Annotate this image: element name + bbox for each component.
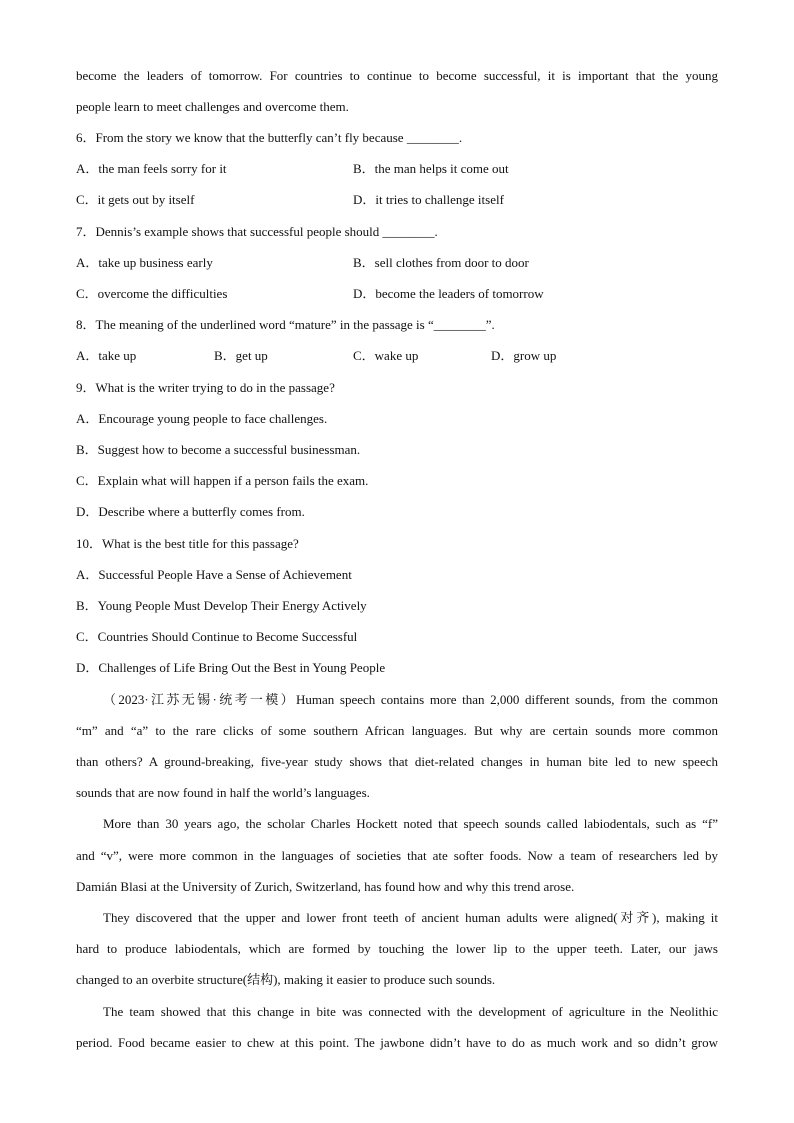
passage2-line: sounds that are now found in half the world’s languages. — [76, 785, 370, 800]
passage2-line: “m” and “a” to the rare clicks of some southern African languages. But why are certain sounds more common — [76, 723, 718, 738]
passage2-line: They discovered that the upper and lower front teeth of ancient human adults were aligned(对齐), making it — [103, 910, 718, 925]
question-9-stem: 9．What is the writer trying to do in the passage? — [76, 380, 335, 395]
question-6-option-d: D．it tries to challenge itself — [353, 192, 504, 207]
question-9-option-b: B．Suggest how to become a successful businessman. — [76, 442, 361, 457]
question-6-option-c: C．it gets out by itself — [76, 192, 195, 207]
passage2-line: hard to produce labiodentals, which are formed by touching the lower lip to the upper teeth. Later, our jaws — [76, 941, 718, 956]
question-10-option-a: A．Successful People Have a Sense of Achievement — [76, 567, 352, 582]
question-8-option-d: D．grow up — [491, 348, 557, 363]
question-7-option-c: C．overcome the difficulties — [76, 286, 228, 301]
question-6-option-b: B．the man helps it come out — [353, 161, 509, 176]
passage-text-line: people learn to meet challenges and overcome them. — [76, 99, 349, 114]
passage2-line: and “v”, were more common in the languages of societies that ate softer foods. Now a team of researchers led by — [76, 848, 718, 863]
passage2-line: than others? A ground-breaking, five-year study shows that diet-related changes in human bite led to new speech — [76, 754, 718, 769]
question-6-stem: 6．From the story we know that the butterfly can’t fly because ________. — [76, 130, 463, 145]
question-8-option-a: A．take up — [76, 348, 137, 363]
passage2-line: Damián Blasi at the University of Zurich, Switzerland, has found how and why this trend arose. — [76, 879, 575, 894]
question-7-option-b: B．sell clothes from door to door — [353, 255, 529, 270]
passage2-line: More than 30 years ago, the scholar Charles Hockett noted that speech sounds called labiodentals, such as “f” — [103, 816, 718, 831]
question-7-option-d: D．become the leaders of tomorrow — [353, 286, 544, 301]
question-9-option-a: A．Encourage young people to face challenges. — [76, 411, 328, 426]
question-8-stem: 8．The meaning of the underlined word “mature” in the passage is “________”. — [76, 317, 495, 332]
question-8-option-b: B．get up — [214, 348, 268, 363]
question-9-option-c: C．Explain what will happen if a person fails the exam. — [76, 473, 369, 488]
question-7-stem: 7．Dennis’s example shows that successful people should ________. — [76, 224, 438, 239]
question-9-option-d: D．Describe where a butterfly comes from. — [76, 504, 305, 519]
passage2-line: The team showed that this change in bite was connected with the development of agriculture in the Neolithic — [103, 1004, 718, 1019]
question-6-option-a: A．the man feels sorry for it — [76, 161, 227, 176]
passage2-line: changed to an overbite structure(结构), making it easier to produce such sounds. — [76, 972, 496, 987]
passage-text-line: become the leaders of tomorrow. For countries to continue to become successful, it is important that the young — [76, 68, 718, 83]
passage2-line: period. Food became easier to chew at this point. The jawbone didn’t have to do as much work and so didn’t grow — [76, 1035, 718, 1050]
question-10-option-d: D．Challenges of Life Bring Out the Best in Young People — [76, 660, 386, 675]
passage2-line: （2023·江苏无锡·统考一模）Human speech contains more than 2,000 different sounds, from the common — [103, 692, 718, 707]
question-10-option-c: C．Countries Should Continue to Become Successful — [76, 629, 358, 644]
question-10-option-b: B．Young People Must Develop Their Energy Actively — [76, 598, 367, 613]
question-10-stem: 10．What is the best title for this passage? — [76, 536, 299, 551]
question-7-option-a: A．take up business early — [76, 255, 213, 270]
question-8-option-c: C．wake up — [353, 348, 419, 363]
